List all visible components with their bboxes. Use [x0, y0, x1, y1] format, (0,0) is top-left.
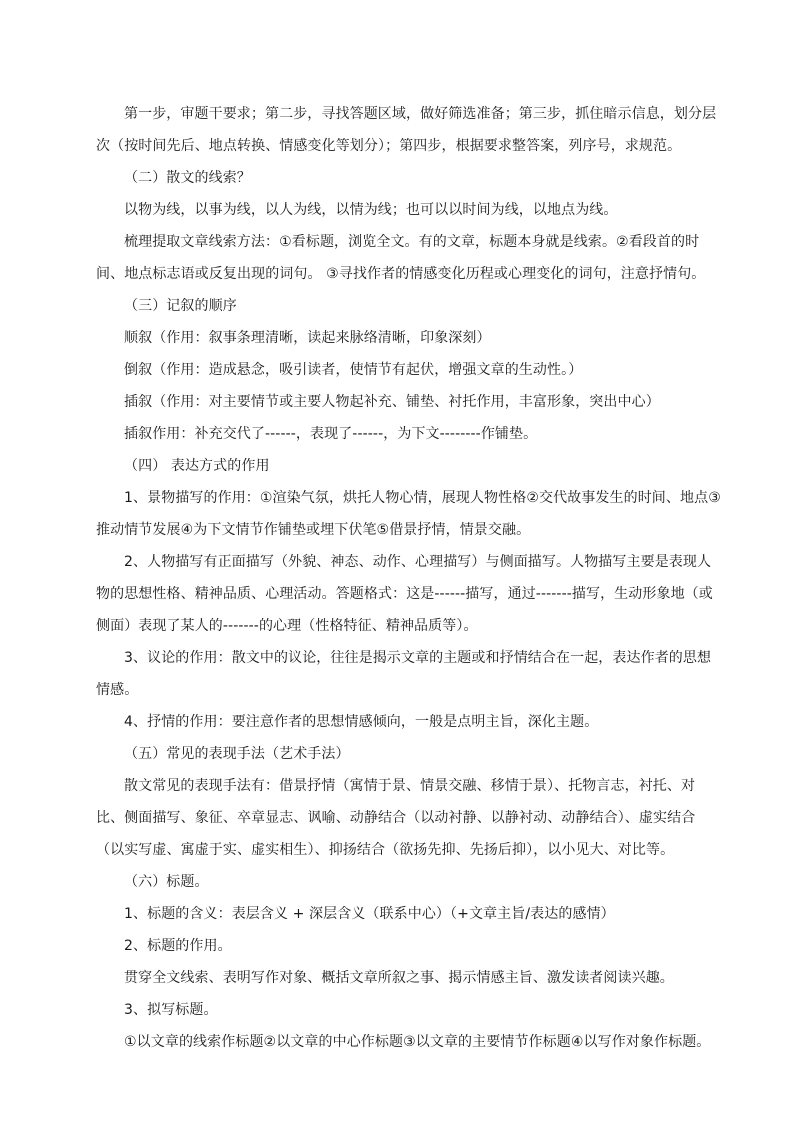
paragraph-title-meaning: 1、标题的含义：表层含义 + 深层含义（联系中心）（+文章主旨/表达的感情）	[124, 906, 615, 922]
section-heading-expression: （四） 表达方式的作用	[124, 458, 270, 474]
section-heading-narrative-order: （三）记叙的顺序	[124, 298, 237, 314]
paragraph-character: 2、人物描写有正面描写（外貌、神态、动作、心理描写）与侧面描写。人物描写主要是表现人物的思想性格、精神品质、心理活动。答题格式：这是------描写，通过-------描写，生动形象地（或侧面）表现了某人的-------的心理（性格特征、精神品质等）。	[96, 554, 713, 634]
document-body	[96, 98, 722, 1058]
paragraph-argument: 3、议论的作用：散文中的议论，往往是揭示文章的主题或和抒情结合在一起，表达作者的思想情感。	[96, 650, 712, 698]
section-heading-techniques: （五）常见的表现手法（艺术手法）	[124, 746, 350, 762]
section-heading-clues: （二）散文的线索？	[124, 170, 251, 186]
paragraph-techniques: 散文常见的表现手法有：借景抒情（寓情于景、情景交融、移情于景）、托物言志，衬托、对比、侧面描写、象征、卒章显志、讽喻、动静结合（以动衬静、以静衬动、动静结合）、虚实结合（以实写虚、寓虚于实、虚实相生）、抑扬结合（欲扬先抑、先扬后抑），以小见大、对比等。	[96, 778, 696, 858]
paragraph-clue-types: 以物为线，以事为线，以人为线，以情为线；也可以以时间为线，以地点为线。	[124, 202, 618, 218]
paragraph-title-function: 贯穿全文线索、表明写作对象、概括文章所叙之事、揭示情感主旨、激发读者阅读兴趣。	[124, 970, 674, 986]
paragraph-steps: 第一步，审题干要求；第二步，寻找答题区域，做好筛选准备；第三步，抓住暗示信息，划分层次（按时间先后、地点转换、情感变化等划分）；第四步，根据要求整答案，列序号，求规范。	[96, 106, 717, 154]
paragraph-scenery: 1、景物描写的作用：①渲染气氛，烘托人物心情，展现人物性格②交代故事发生的时间、地点③推动情节发展④为下文情节作铺垫或埋下伏笔⑤借景抒情，情景交融。	[96, 490, 721, 538]
paragraph-interpolation-effect: 插叙作用：补充交代了------，表现了------，为下文--------作铺垫。	[124, 426, 538, 442]
paragraph-lyric: 4、抒情的作用：要注意作者的思想情感倾向，一般是点明主旨，深化主题。	[124, 714, 599, 730]
section-heading-title: （六）标题。	[124, 874, 209, 890]
paragraph-clue-methods: 梳理提取文章线索方法：①看标题，浏览全文。有的文章，标题本身就是线索。②看段首的时间、地点标志语或反复出现的词句。 ③寻找作者的情感变化历程或心理变化的词句，注意抒情句。	[96, 234, 706, 282]
paragraph-chronological: 顺叙（作用：叙事条理清晰，读起来脉络清晰，印象深刻）	[124, 330, 491, 346]
paragraph-title-function-heading: 2、标题的作用。	[124, 938, 232, 954]
paragraph-flashback: 倒叙（作用：造成悬念，吸引读者，使情节有起伏，增强文章的生动性。）	[124, 362, 583, 378]
paragraph-title-writing: ①以文章的线索作标题②以文章的中心作标题③以文章的主要情节作标题④以写作对象作标题。	[124, 1034, 711, 1050]
paragraph-interpolation: 插叙（作用：对主要情节或主要人物起补充、铺垫、衬托作用，丰富形象，突出中心）	[124, 394, 660, 410]
paragraph-title-writing-heading: 3、拟写标题。	[124, 1002, 218, 1018]
